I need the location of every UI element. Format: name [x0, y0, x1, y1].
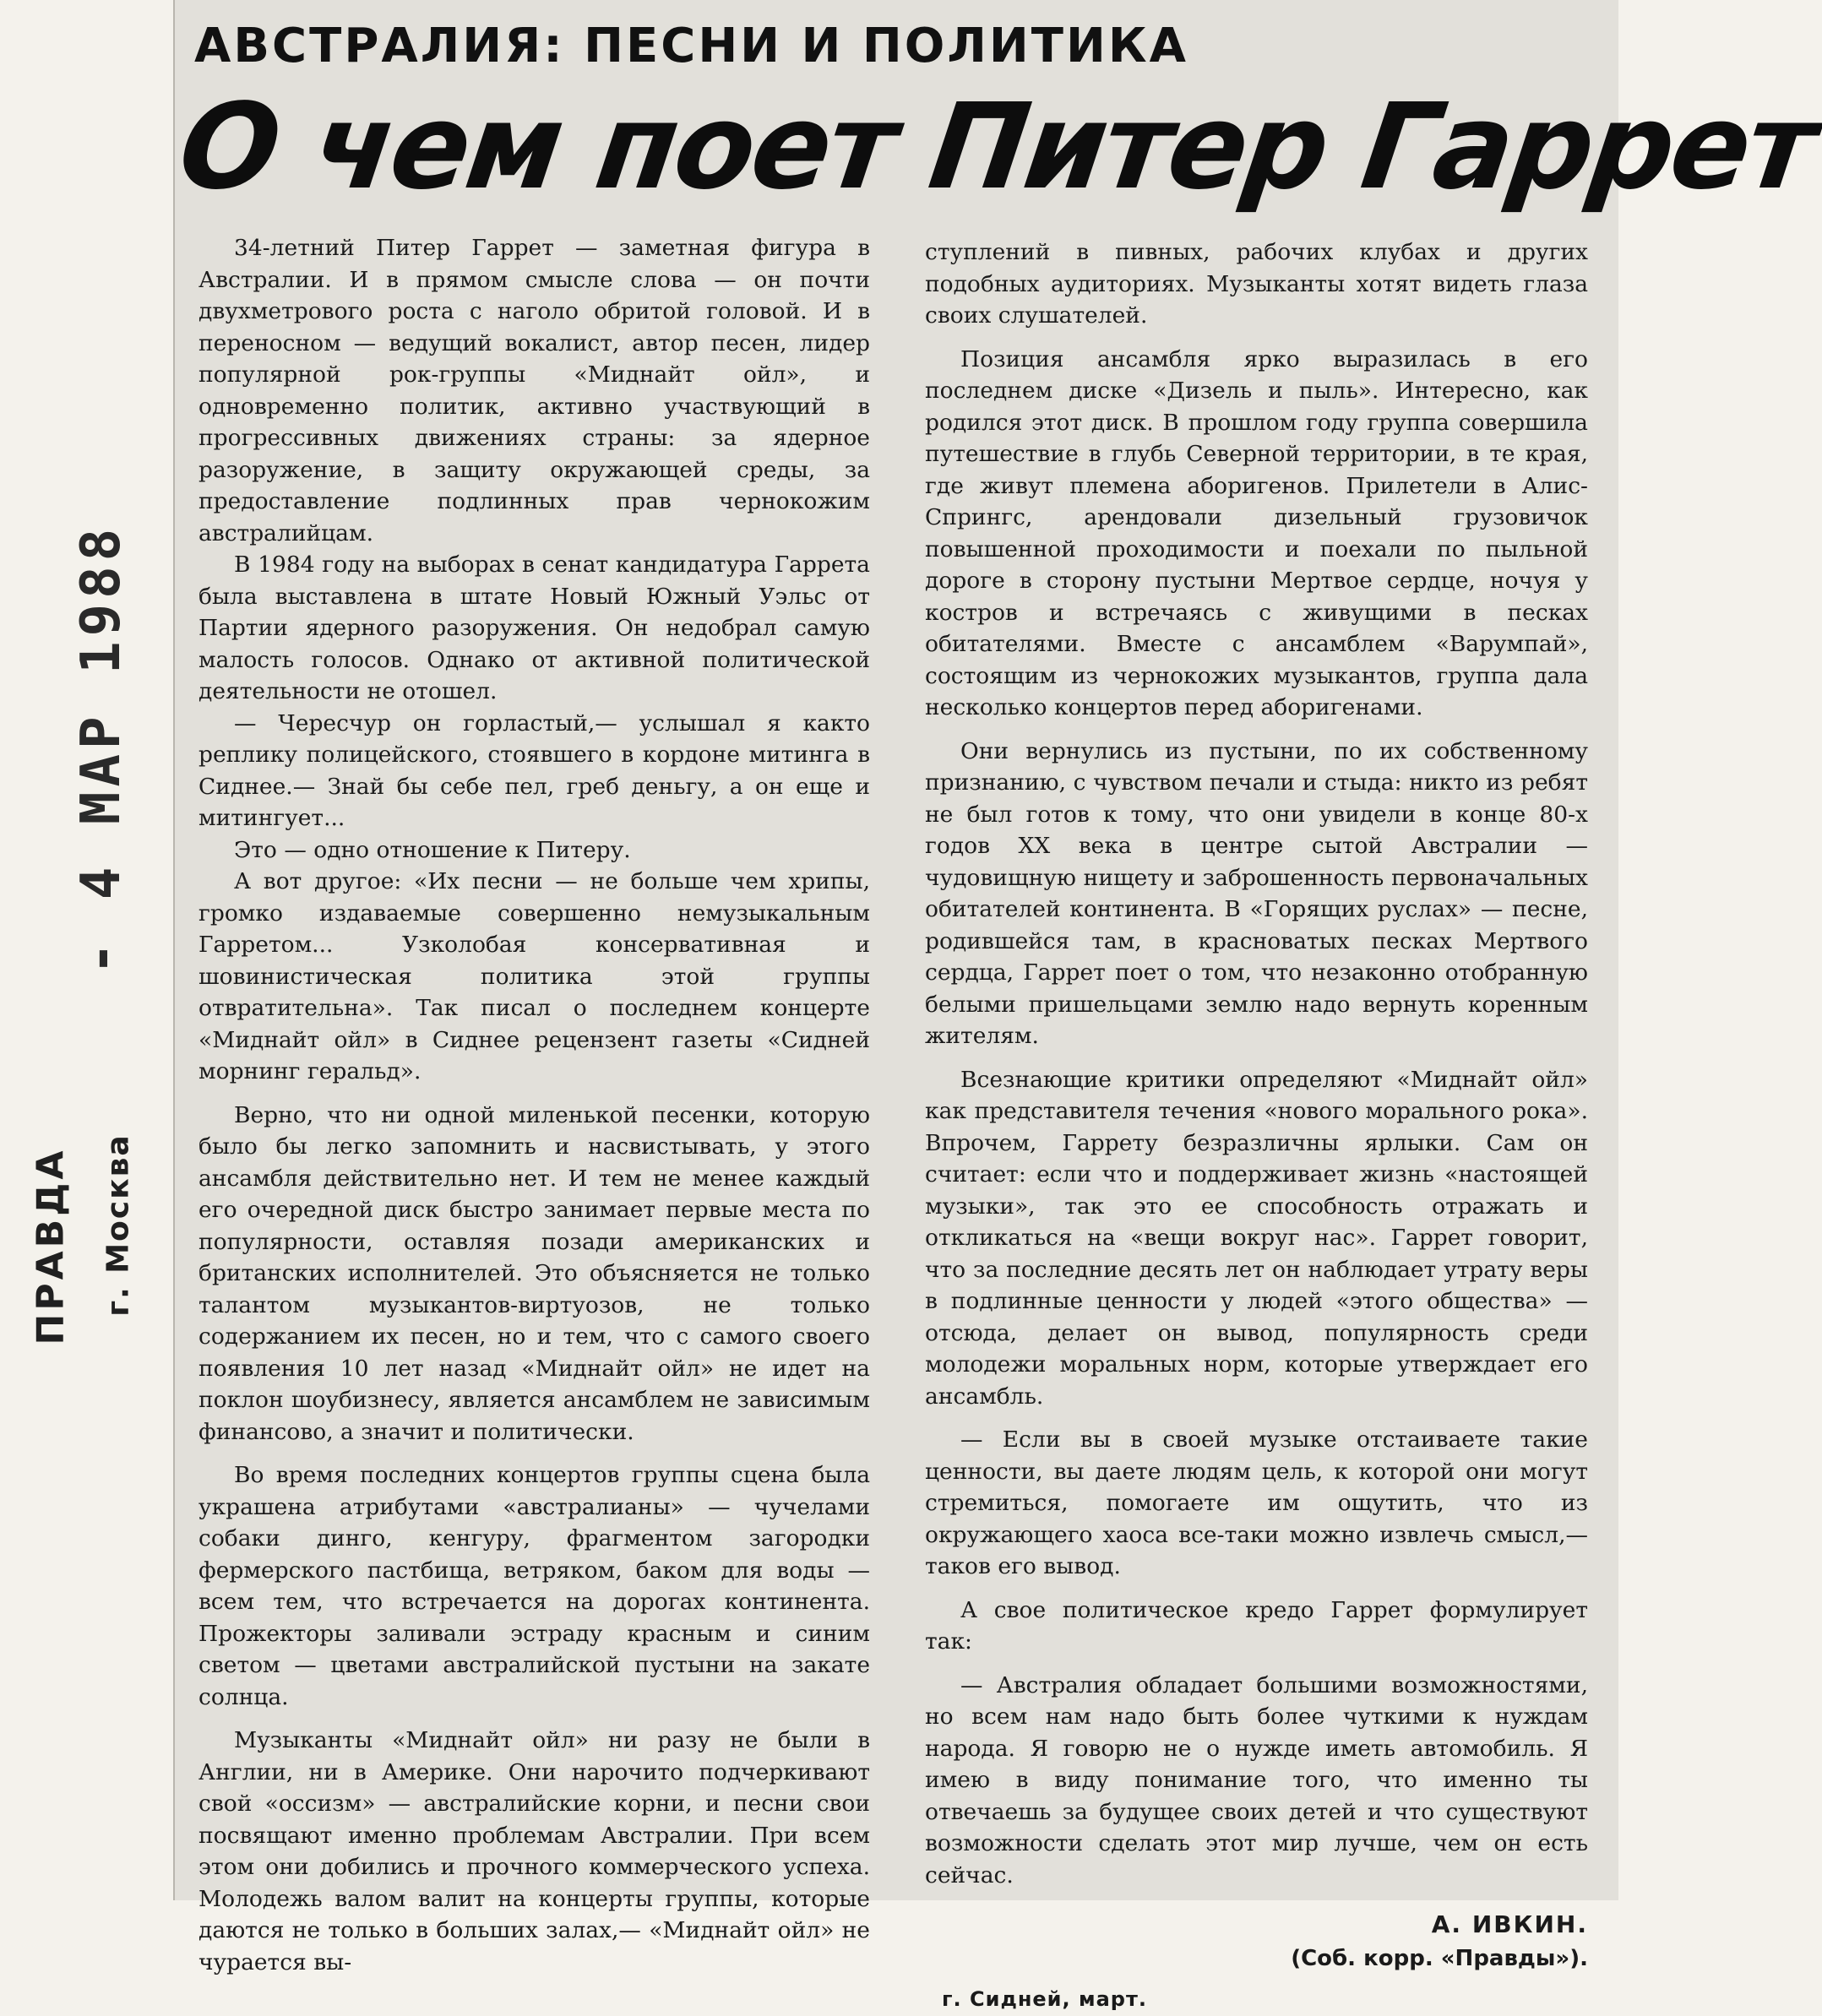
paragraph: Верно, что ни одной миленькой песенки, которую было бы легко запомнить и насвистывать, у этого ансамбля действительно нет. И тем не менее каждый его очередной диск быстро занимает первые места по популярности, оставляя позади американских и британских исполнителей. Это объясняется не только талантом музыкантов-виртуозов, не только содержанием их песен, но и тем, что с самого своего появления 10 лет назад «Миднайт ойл» не идет на поклон шоубизнесу, является ансамблем не зависимым финансово, а значит и политически.	[199, 1101, 870, 1445]
paragraph: — Австралия обладает большими возможностями, но всем нам надо быть более чуткими к нуждам народа. Я говорю не о нужде иметь автомобиль. Я имею в виду понимание того, что именно ты отвечаешь за будущее своих детей и что существуют возможности сделать этот мир лучше, чем он есть сейчас.	[925, 1671, 1588, 1888]
paragraph: Это — одно отношение к Питеру.	[234, 836, 631, 863]
archive-stamp	[0, 0, 173, 1900]
stamp-newspaper-name: ПРАВДА	[29, 1147, 73, 1345]
paragraph: 34-летний Питер Гаррет — заметная фигура в Австралии. И в прямом смысле слова — он почти двухметрового роста с наголо обритой головой. И в переносном — ведущий вокалист, автор песен, лидер популярной рок-группы «Миднайт ойл», и одновременно политик, активно участвующий в прогрессивных движениях страны: за ядерное разоружение, в защиту окружающей среды, за предоставление подлинных прав чернокожим австралийцам.	[199, 235, 870, 546]
paragraph: — Чересчур он горластый,— услышал я както реплику полицейского, стоявшего в кордоне митинга в Сиднее.— Знай бы себе пел, греб деньгу, а он еще и митингует...	[199, 709, 870, 831]
paragraph: Музыканты «Миднайт ойл» ни разу не были в Англии, ни в Америке. Они нарочито подчеркивают свой «оссизм» — австралийские корни, и песни свои посвящают именно проблемам Австралии. При всем этом они добились и прочного коммерческого успеха. Молодежь валом валит на концерты группы, которые даются не только в больших залах,— «Миднайт ойл» не чурается вы-	[199, 1727, 870, 1975]
paragraph-continuation: ступлений в пивных, рабочих клубах и других подобных аудиториях. Музыканты хотят видеть глаза своих слушателей.	[925, 239, 1588, 329]
article-column-2	[925, 236, 1588, 2016]
paragraph: Во время последних концертов группы сцена была украшена атрибутами «австралианы» — чучелами собаки динго, кенгуру, фрагментом загородки фермерского пастбища, ветряком, баком для воды — всем тем, что встречается на дорогах континента. Прожекторы заливали эстраду красным и синим светом — цветами австралийской пустыни на закате солнца.	[199, 1462, 870, 1710]
article-column-1	[199, 232, 870, 1978]
article-kicker: АВСТРАЛИЯ: ПЕСНИ И ПОЛИТИКА	[194, 19, 1188, 73]
paragraph: Они вернулись из пустыни, по их собственному признанию, с чувством печали и стыда: никто из ребят не был готов к тому, что они увидели в конце 80-х годов XX века в центре сытой Австралии — чудовищную нищету и заброшенность первоначальных обитателей континента. В «Горящих руслах» — песне, родившейся там, в красноватых песках Мертвого сердца, Гаррет поет о том, что незаконно отобранную белыми пришельцами землю надо вернуть коренным жителям.	[925, 737, 1588, 1049]
paragraph: Всезнающие критики определяют «Миднайт ойл» как представителя течения «нового морального рока». Впрочем, Гаррету безразличны ярлыки. Сам он считает: если что и поддерживает жизнь «настоящей музыки», так это ее способность отражать и откликаться на «вещи вокруг нас». Гаррет говорит, что за последние десять лет он наблюдает утрату веры в подлинные ценности у людей «этого общества» — отсюда, делает он вывод, популярность среди молодежи моральных норм, которые утверждает его ансамбль.	[925, 1066, 1588, 1410]
paragraph: — Если вы в своей музыке отстаиваете такие ценности, вы даете людям цель, к которой они могут стремиться, помогаете им ощутить, что из окружающего хаоса все-таки можно извлечь смысл,— таков его вывод.	[925, 1426, 1588, 1579]
stamp-date: - 4 МАР 1988	[70, 523, 133, 975]
stamp-city: г. Москва	[101, 1133, 136, 1317]
paragraph: А свое политическое кредо Гаррет формулирует так:	[925, 1596, 1588, 1655]
paragraph: А вот другое: «Их песни — не больше чем хрипы, громко издаваемые совершенно немузыкальным Гарретом... Узколобая консервативная и шовинистическая политика этой группы отвратительна». Так писал о последнем концерте «Миднайт ойл» в Сиднее рецензент газеты «Сидней морнинг геральд».	[199, 868, 870, 1084]
dateline: г. Сидней, март.	[942, 1987, 1147, 2011]
paragraph: Позиция ансамбля ярко выразилась в его последнем диске «Дизель и пыль». Интересно, как родился этот диск. В прошлом году группа совершила путешествие в глубь Северной территории, в те края, где живут племена аборигенов. Прилетели в Алис-Спрингс, арендовали дизельный грузовичок повышенной проходимости и поехали по пыльной дороге в сторону пустыни Мертвое сердце, ночуя у костров и встречаясь с живущими в песках обитателями. Вместе с ансамблем «Варумпай», состоящим из чернокожих музыкантов, группа дала несколько концертов перед аборигенами.	[925, 345, 1588, 720]
author-role: (Соб. корр. «Правды»).	[1291, 1946, 1588, 1971]
paragraph: В 1984 году на выборах в сенат кандидатура Гаррета была выставлена в штате Новый Южный Уэльс от Партии ядерного разоружения. Он недобрал самую малость голосов. Однако от активной политической деятельности не отошел.	[199, 552, 870, 704]
article-headline: О чем поет Питер Гаррет	[171, 79, 1822, 216]
author-name: А. ИВКИН.	[1431, 1910, 1588, 1938]
